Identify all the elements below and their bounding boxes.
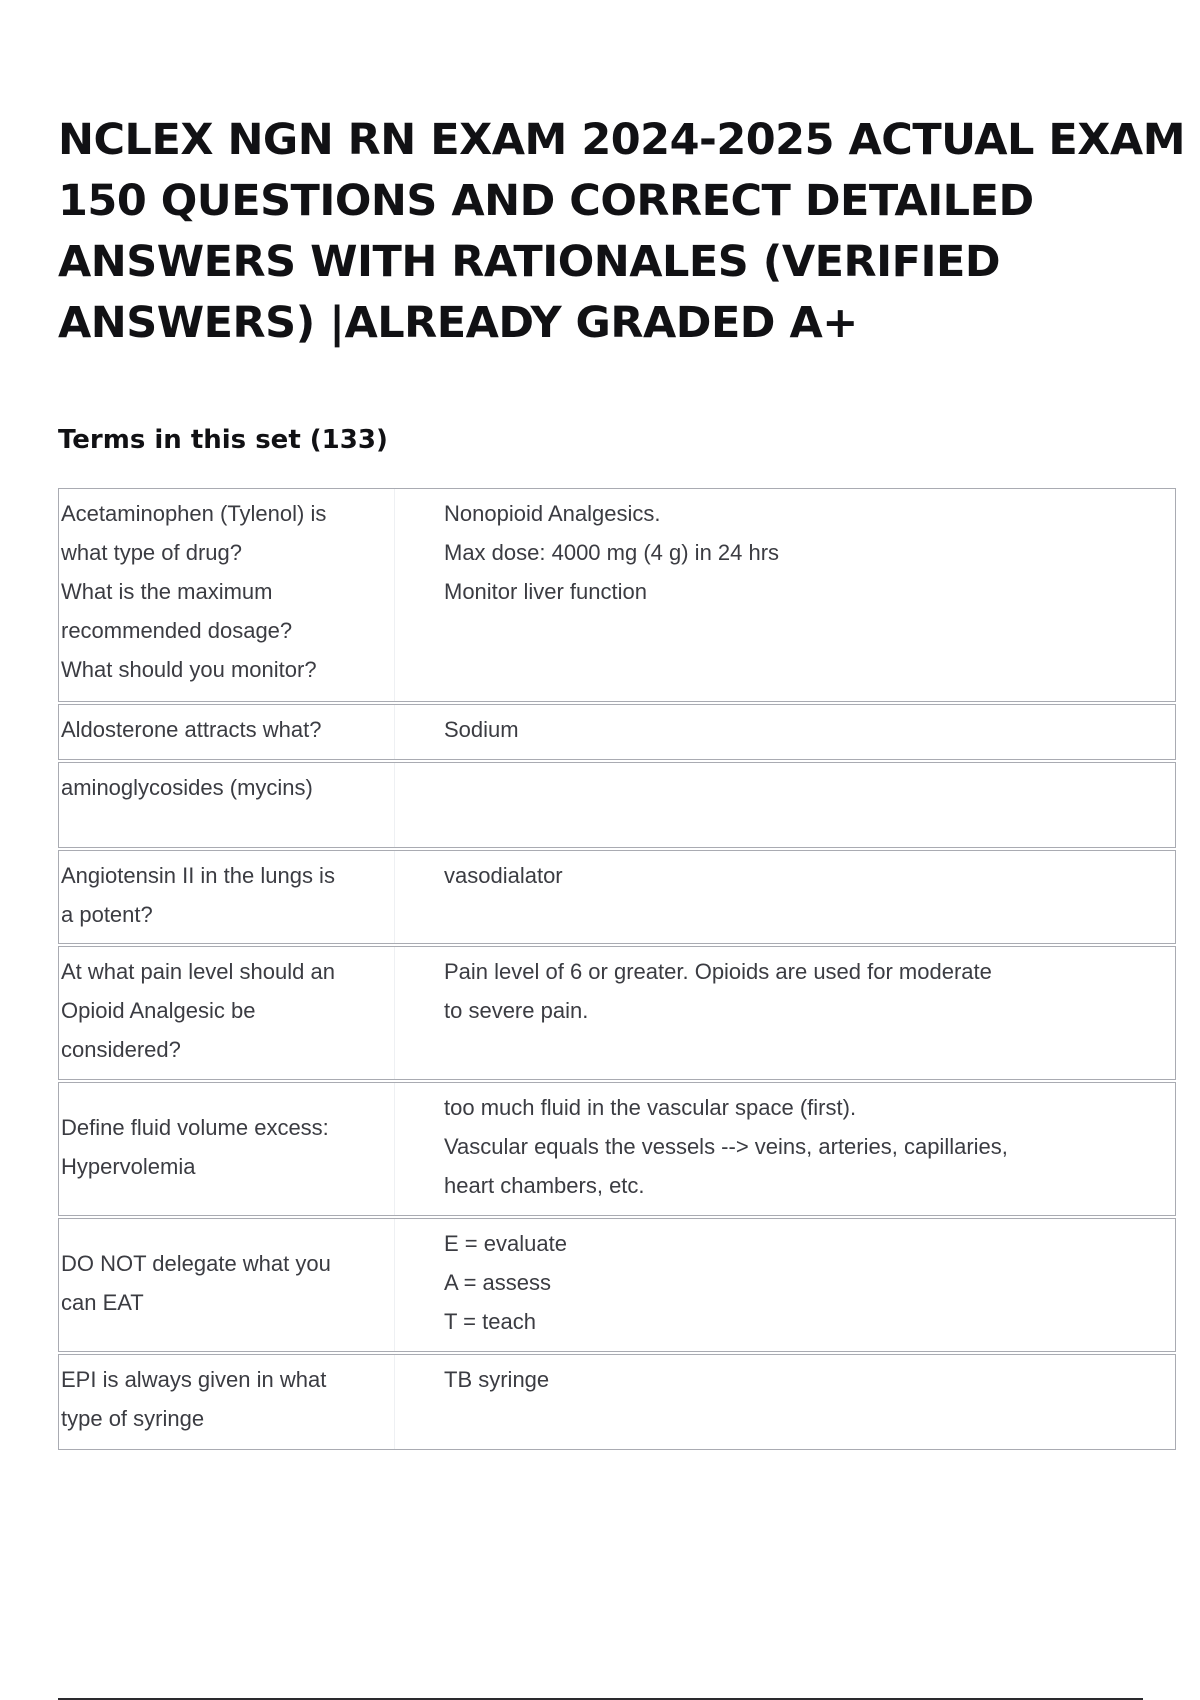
term-row	[58, 704, 1176, 760]
question-line: Aldosterone attracts what?	[61, 717, 322, 742]
term-question	[59, 851, 395, 943]
term-answer	[395, 1083, 1175, 1215]
answer-line: too much fluid in the vascular space (first).	[444, 1095, 857, 1120]
term-row	[58, 762, 1176, 848]
document-title	[58, 110, 1185, 354]
term-row	[58, 1354, 1176, 1450]
term-list	[58, 488, 1176, 1450]
question-line: Opioid Analgesic be	[61, 998, 256, 1023]
question-line: Angiotensin II in the lungs is	[61, 863, 335, 888]
question-line: EPI is always given in what	[61, 1367, 327, 1392]
title-line-3: ANSWERS WITH RATIONALES (VERIFIED	[58, 237, 1001, 287]
answer-line: heart chambers, etc.	[444, 1173, 645, 1198]
answer-line: Sodium	[444, 717, 519, 742]
question-line: Acetaminophen (Tylenol) is	[61, 501, 327, 526]
terms-count-heading: Terms in this set (133)	[58, 425, 388, 455]
answer-line: E = evaluate	[444, 1231, 567, 1256]
question-line: a potent?	[61, 902, 153, 927]
term-question	[59, 705, 395, 759]
term-answer	[395, 947, 1175, 1079]
term-question	[59, 1219, 395, 1351]
term-answer	[395, 851, 1175, 943]
term-answer	[395, 489, 1175, 701]
answer-line: vasodialator	[444, 863, 563, 888]
term-answer	[395, 763, 1175, 847]
question-line: DO NOT delegate what you	[61, 1250, 331, 1276]
question-line: Define fluid volume excess:	[61, 1114, 329, 1140]
answer-line: TB syringe	[444, 1367, 550, 1392]
title-line-2: 150 QUESTIONS AND CORRECT DETAILED	[58, 176, 1034, 226]
question-line: Hypervolemia	[61, 1153, 196, 1179]
answer-line: Monitor liver function	[444, 579, 647, 604]
question-line: What should you monitor?	[61, 657, 317, 682]
term-row	[58, 850, 1176, 944]
term-answer	[395, 1219, 1175, 1351]
answer-line: Nonopioid Analgesics.	[444, 501, 661, 526]
term-row	[58, 946, 1176, 1080]
term-question	[59, 489, 395, 701]
question-line: recommended dosage?	[61, 618, 293, 643]
question-line: At what pain level should an	[61, 959, 335, 984]
question-line: can EAT	[61, 1289, 144, 1315]
answer-line: to severe pain.	[444, 998, 589, 1023]
answer-line: Pain level of 6 or greater. Opioids are used for moderate	[444, 959, 992, 984]
question-line: type of syringe	[61, 1406, 205, 1431]
term-row	[58, 1082, 1176, 1216]
answer-line: A = assess	[444, 1270, 552, 1295]
term-row	[58, 1218, 1176, 1352]
term-row	[58, 488, 1176, 702]
term-question	[59, 947, 395, 1079]
title-line-1: NCLEX NGN RN EXAM 2024-2025 ACTUAL EXAM	[58, 115, 1185, 165]
answer-line: Vascular equals the vessels --> veins, arteries, capillaries,	[444, 1134, 1008, 1159]
title-line-4: ANSWERS) |ALREADY GRADED A+	[58, 298, 858, 348]
question-line: What is the maximum	[61, 579, 273, 604]
answer-line: T = teach	[444, 1309, 536, 1334]
answer-line: Max dose: 4000 mg (4 g) in 24 hrs	[444, 540, 780, 565]
question-line: aminoglycosides (mycins)	[61, 775, 313, 800]
term-question	[59, 763, 395, 847]
question-line: considered?	[61, 1037, 181, 1062]
term-question	[59, 1355, 395, 1449]
term-question	[59, 1083, 395, 1215]
term-answer	[395, 1355, 1175, 1449]
question-line: what type of drug?	[61, 540, 243, 565]
term-answer	[395, 705, 1175, 759]
